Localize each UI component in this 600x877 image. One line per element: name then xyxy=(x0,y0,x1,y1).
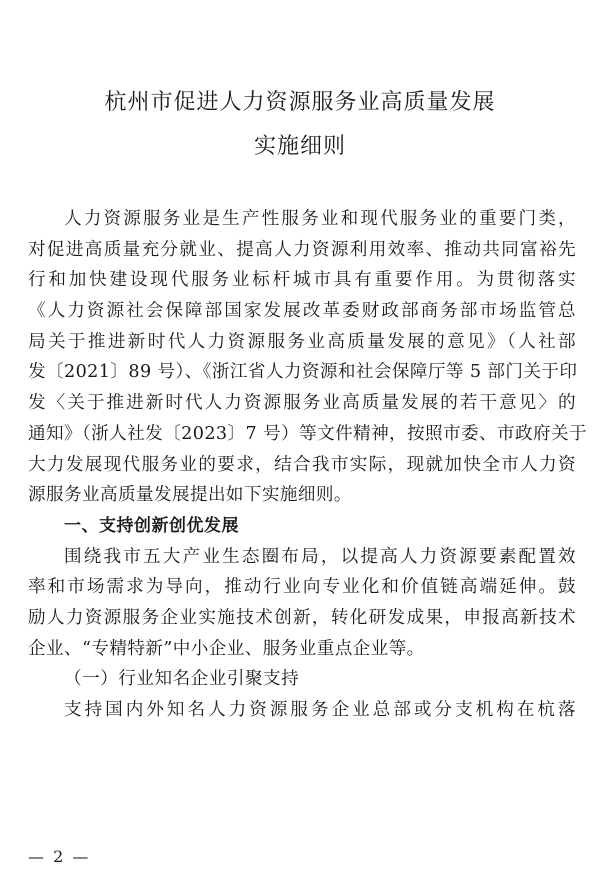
paragraph-section-1 xyxy=(28,542,576,665)
document-title-line-2: 实施细则 xyxy=(253,134,346,159)
subsection-heading: （一）行业知名企业引聚支持 xyxy=(64,669,300,690)
text-line: 大力发展现代服务业的要求，结合我市实际，现就加快全市人力资 xyxy=(28,454,576,475)
text-line: 人力资源服务业是生产性服务业和现代服务业的重要门类， xyxy=(64,209,576,229)
text-line: 发〈关于推进新时代人力资源服务业高质量发展的若干意见〉的 xyxy=(28,393,576,414)
text-line: 通知》（浙人社发〔2023〕7 号）等文件精神，按照市委、市政府关于 xyxy=(28,423,587,444)
text-line: 局关于推进新时代人力资源服务业高质量发展的意见》（人社部 xyxy=(28,331,576,352)
text-line: 支持国内外知名人力资源服务企业总部或分支机构在杭落 xyxy=(64,700,576,720)
paragraph-intro xyxy=(28,204,587,511)
text-line: 率和市场需求为导向，推动行业向专业化和价值链高端延伸。鼓 xyxy=(28,577,576,598)
section-heading: 一、支持创新创优发展 xyxy=(64,515,239,536)
page-number: — 2 — xyxy=(28,847,91,866)
document-body xyxy=(28,204,587,726)
text-line: 围绕我市五大产业生态圈布局，以提高人力资源要素配置效 xyxy=(64,546,576,567)
paragraph-subsection-1 xyxy=(28,695,576,726)
text-line: 企业、“专精特新”中小企业、服务业重点企业等。 xyxy=(28,638,425,659)
text-line: 励人力资源服务企业实施技术创新，转化研发成果，申报高新技术 xyxy=(28,607,576,628)
text-line: 发〔2021〕89 号）、《浙江省人力资源和社会保障厅等 5 部门关于印 xyxy=(28,362,578,383)
text-line: 对促进高质量充分就业、提高人力资源利用效率、推动共同富裕先 xyxy=(28,239,576,260)
text-line: 《人力资源社会保障部国家发展改革委财政部商务部市场监管总 xyxy=(28,301,576,322)
document-title-line-1: 杭州市促进人力资源服务业高质量发展 xyxy=(104,90,496,115)
text-line: 源服务业高质量发展提出如下实施细则。 xyxy=(28,485,352,506)
text-line: 行和加快建设现代服务业标杆城市具有重要作用。为贯彻落实 xyxy=(28,270,576,291)
